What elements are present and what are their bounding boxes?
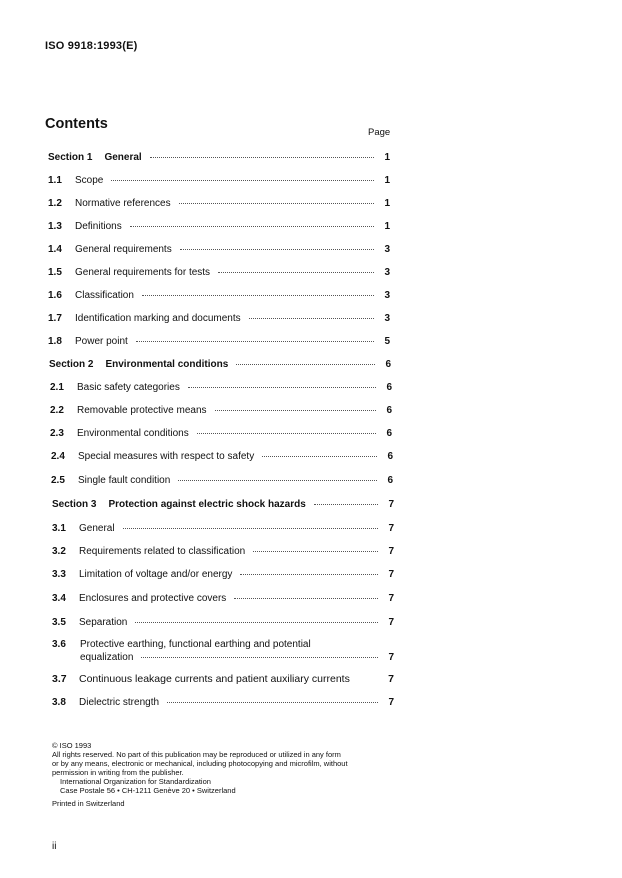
leader-dots: [111, 180, 374, 181]
leader-dots: [197, 433, 376, 434]
printed-in: Printed in Switzerland: [52, 799, 125, 808]
toc-entry-1-1[interactable]: [48, 175, 390, 186]
toc-entry-number: Section 2: [49, 359, 94, 370]
toc-entry-number: 1.7: [48, 313, 62, 324]
toc-entry-number: 2.5: [51, 475, 65, 486]
toc-entry-page: 7: [388, 593, 394, 604]
toc-entry-page: 7: [388, 569, 394, 580]
leader-dots: [150, 157, 374, 158]
toc-entry-number: Section 1: [48, 152, 93, 163]
toc-entry-title-line1: Protective earthing, functional earthing and potential: [80, 639, 311, 650]
copyright-notice: [52, 741, 348, 808]
toc-entry-number: 1.4: [48, 244, 62, 255]
toc-entry-number: 1.3: [48, 221, 62, 232]
toc-entry-title: Separation: [79, 617, 128, 628]
toc-entry-title: Special measures with respect to safety: [78, 451, 255, 462]
toc-entry-title: General: [104, 152, 142, 163]
toc-entry-page: 6: [386, 428, 392, 439]
toc-entry-title: Classification: [75, 290, 134, 301]
page-number: ii: [52, 841, 57, 852]
toc-entry-3-6[interactable]: [52, 639, 394, 667]
toc-entry-title: Requirements related to classification: [79, 546, 246, 557]
toc-entry-page: 7: [388, 673, 394, 685]
toc-entry-1-2[interactable]: [48, 198, 390, 209]
toc-entry-number: 3.1: [52, 523, 66, 534]
leader-dots: [240, 574, 378, 575]
leader-dots: [218, 272, 374, 273]
leader-dots: [179, 203, 374, 204]
toc-entry-title: General requirements: [75, 244, 172, 255]
toc-entry-title: Basic safety categories: [77, 382, 180, 393]
toc-entry-number: 3.5: [52, 617, 66, 628]
toc-entry-page: 3: [384, 244, 390, 255]
leader-dots: [180, 249, 374, 250]
toc-entry-page: 1: [384, 198, 390, 209]
organization-name: International Organization for Standardization: [60, 777, 211, 786]
toc-entry-title: Enclosures and protective covers: [79, 593, 227, 604]
toc-entry-page: 3: [384, 267, 390, 278]
toc-entry-3-1[interactable]: [52, 523, 394, 534]
toc-entry-page: 6: [385, 359, 391, 370]
copyright-text-line: All rights reserved. No part of this publication may be reproduced or utilized in any form: [52, 750, 341, 759]
leader-dots: [215, 410, 376, 411]
leader-dots: [236, 364, 375, 365]
toc-entry-number: 3.3: [52, 569, 66, 580]
toc-entry-2-3[interactable]: [50, 428, 392, 439]
toc-entry-title: Removable protective means: [77, 405, 207, 416]
toc-entry-3-4[interactable]: [52, 593, 394, 604]
toc-entry-1-4[interactable]: [48, 244, 390, 255]
toc-entry-title: General: [79, 523, 115, 534]
leader-dots: [262, 456, 377, 457]
toc-entry-title: Environmental conditions: [77, 428, 189, 439]
toc-entry-page: 7: [388, 697, 394, 708]
toc-entry-title: General requirements for tests: [75, 267, 211, 278]
copyright-text-line: or by any means, electronic or mechanical, including photocopying and microfilm, without: [52, 759, 348, 768]
toc-entry-number: 2.2: [50, 405, 64, 416]
toc-entry-number: 2.4: [51, 451, 65, 462]
leader-dots: [249, 318, 374, 319]
toc-entry-3-3[interactable]: [52, 569, 394, 580]
toc-entry-title-line2: equalization: [80, 652, 134, 663]
leader-dots: [123, 528, 378, 529]
leader-dots: [253, 551, 378, 552]
toc-entry-number: 3.6: [52, 639, 66, 650]
toc-entry-3-8[interactable]: [52, 697, 394, 708]
toc-entry-page: 6: [386, 382, 392, 393]
toc-entry-page: 7: [388, 546, 394, 557]
toc-entry-title: Environmental conditions: [105, 359, 229, 370]
page-title: Contents: [45, 116, 108, 132]
toc-entry-title: Dielectric strength: [79, 697, 160, 708]
toc-entry-page: 3: [384, 313, 390, 324]
toc-entry-number: 3.4: [52, 593, 66, 604]
toc-entry-section-3[interactable]: [52, 499, 394, 510]
toc-entry-1-6[interactable]: [48, 290, 390, 301]
toc-entry-title: Continuous leakage currents and patient auxiliary currents: [79, 673, 350, 685]
leader-dots: [188, 387, 376, 388]
leader-dots: [358, 679, 378, 680]
toc-entry-title: Single fault condition: [78, 475, 171, 486]
toc-entry-title: Definitions: [75, 221, 122, 232]
toc-entry-page: 7: [388, 617, 394, 628]
toc-entry-1-8[interactable]: [48, 336, 390, 347]
copyright-text-line: permission in writing from the publisher.: [52, 768, 184, 777]
toc-entry-3-5[interactable]: [52, 617, 394, 628]
toc-entry-title: Power point: [75, 336, 128, 347]
document-id: ISO 9918:1993(E): [45, 40, 138, 52]
toc-entry-2-1[interactable]: [50, 382, 392, 393]
toc-entry-3-2[interactable]: [52, 546, 394, 557]
toc-entry-page: 5: [384, 336, 390, 347]
leader-dots: [136, 341, 374, 342]
toc-entry-number: 2.3: [50, 428, 64, 439]
toc-entry-page: 3: [384, 290, 390, 301]
toc-entry-page: 7: [388, 652, 394, 663]
leader-dots: [135, 622, 378, 623]
toc-entry-number: 3.8: [52, 697, 66, 708]
leader-dots: [167, 702, 378, 703]
toc-entry-title: Limitation of voltage and/or energy: [79, 569, 233, 580]
toc-entry-number: 1.6: [48, 290, 62, 301]
toc-entry-title: Identification marking and documents: [75, 313, 241, 324]
toc-entry-page: 7: [388, 499, 394, 510]
toc-entry-number: 2.1: [50, 382, 64, 393]
toc-entry-title: Scope: [75, 175, 104, 186]
toc-entry-page: 6: [387, 451, 393, 462]
toc-entry-page: 6: [387, 475, 393, 486]
leader-dots: [314, 504, 378, 505]
toc-entry-page: 1: [384, 175, 390, 186]
toc-entry-page: 1: [384, 152, 390, 163]
page-column-label: Page: [368, 127, 391, 138]
toc-entry-1-3[interactable]: [48, 221, 390, 232]
toc-entry-title: Normative references: [75, 198, 171, 209]
toc-entry-3-7[interactable]: [52, 673, 394, 685]
toc-entry-title: Protection against electric shock hazards: [108, 499, 306, 510]
toc-entry-2-2[interactable]: [50, 405, 392, 416]
leader-dots: [130, 226, 374, 227]
toc-entry-page: 1: [384, 221, 390, 232]
organization-address: Case Postale 56 • CH-1211 Genève 20 • Switzerland: [60, 786, 236, 795]
toc-entry-number: 1.8: [48, 336, 62, 347]
toc-entry-1-5[interactable]: [48, 267, 390, 278]
toc-entry-section-1[interactable]: [48, 152, 390, 163]
toc-entry-section-2[interactable]: [49, 359, 391, 370]
toc-entry-number: 1.1: [48, 175, 62, 186]
toc-entry-number: Section 3: [52, 499, 97, 510]
toc-entry-number: 3.2: [52, 546, 66, 557]
toc-entry-page: 6: [386, 405, 392, 416]
toc-entry-1-7[interactable]: [48, 313, 390, 324]
toc-entry-page: 7: [388, 523, 394, 534]
toc-entry-2-5[interactable]: [51, 475, 393, 486]
leader-dots: [178, 480, 377, 481]
leader-dots: [234, 598, 378, 599]
toc-entry-number: 1.5: [48, 267, 62, 278]
toc-entry-number: 3.7: [52, 673, 67, 685]
toc-entry-number: 1.2: [48, 198, 62, 209]
copyright-symbol-line: © ISO 1993: [52, 741, 92, 750]
leader-dots: [142, 295, 374, 296]
leader-dots: [141, 657, 378, 658]
toc-entry-2-4[interactable]: [51, 451, 393, 462]
